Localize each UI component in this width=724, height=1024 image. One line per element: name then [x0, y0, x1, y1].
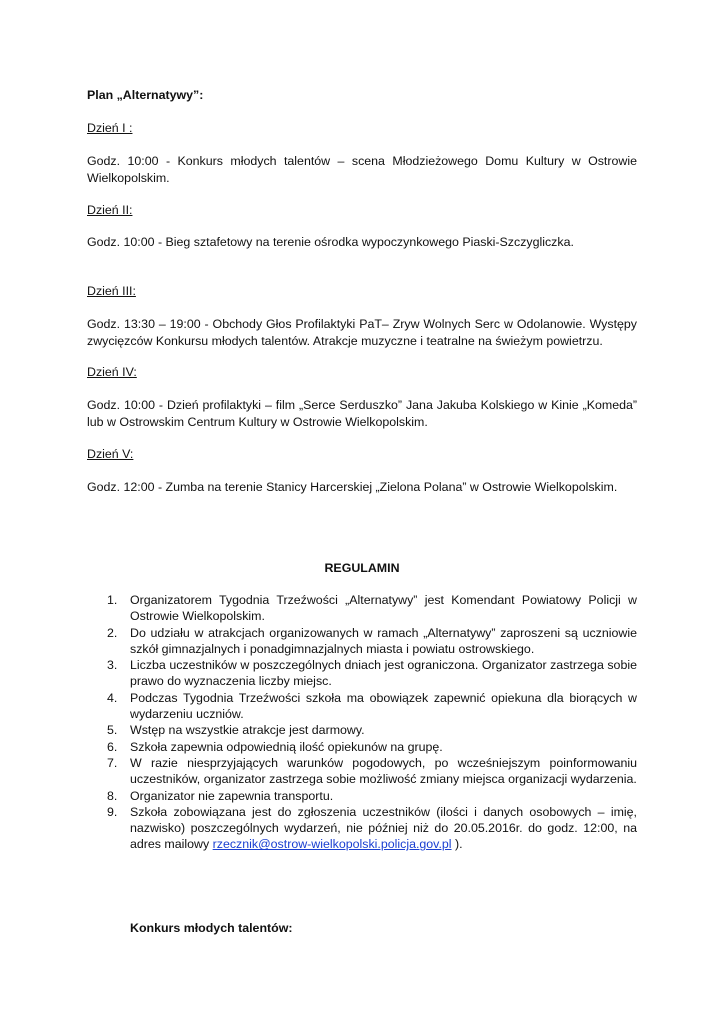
regulamin-item [87, 788, 637, 804]
regulamin-item [87, 592, 637, 625]
item-text: Organizatorem Tygodnia Trzeźwości „Alternatywy” jest Komendant Powiatowy Policji w Ostrowie Wielkopolskim. [130, 593, 637, 624]
konkurs-title: Konkurs młodych talentów: [130, 921, 293, 935]
item-number: 2. [107, 625, 118, 640]
regulamin-item [87, 625, 637, 658]
day-2-heading: Dzień II: [87, 203, 133, 217]
item-text: Do udziału w atrakcjach organizowanych w ramach „Alternatywy” zaproszeni są uczniowie szkół gimnazjalnych i ponadgimnazjalnych miasta i powiatu ostrowskiego. [130, 625, 637, 656]
item-number: 8. [107, 788, 118, 803]
item-text: Liczba uczestników w poszczególnych dniach jest ograniczona. Organizator zastrzega sobie prawo do wyznaczenia liczby miejsc. [130, 658, 637, 689]
regulamin-item [87, 804, 637, 853]
item-number: 4. [107, 690, 118, 705]
day-3-text: Godz. 13:30 – 19:00 - Obchody Głos Profilaktyki PaT– Zryw Wolnych Serc w Odolanowie. Występy zwycięzców Konkursu młodych talentów. Atrakcje muzyczne i teatralne na świeżym powietrzu. [87, 317, 637, 348]
item-text: Wstęp na wszystkie atrakcje jest darmowy. [130, 723, 365, 738]
item-number: 3. [107, 658, 118, 673]
item-number: 7. [107, 755, 118, 770]
item-text: Organizator nie zapewnia transportu. [130, 788, 334, 803]
day-2-text: Godz. 10:00 - Bieg sztafetowy na terenie ośrodka wypoczynkowego Piaski-Szczygliczka. [87, 235, 574, 249]
item-number: 9. [107, 804, 118, 819]
regulamin-item [87, 755, 637, 788]
regulamin-item [87, 739, 637, 755]
regulamin-title: REGULAMIN [324, 561, 400, 575]
day-5-text: Godz. 12:00 - Zumba na terenie Stanicy Harcerskiej „Zielona Polana” w Ostrowie Wielkopolskim. [87, 480, 618, 494]
day-3-heading: Dzień III: [87, 284, 136, 298]
day-4-text: Godz. 10:00 - Dzień profilaktyki – film „Serce Serduszko” Jana Jakuba Kolskiego w Kinie „Komeda” lub w Ostrowskim Centrum Kultury w Ostrowie Wielkopolskim. [87, 398, 637, 429]
regulamin-list [87, 592, 637, 853]
item-text: Szkoła zapewnia odpowiednią ilość opiekunów na grupę. [130, 739, 443, 754]
item-number: 1. [107, 593, 118, 607]
item-number: 6. [107, 739, 118, 754]
plan-title: Plan „Alternatywy”: [87, 88, 204, 102]
day-1-text: Godz. 10:00 - Konkurs młodych talentów – scena Młodzieżowego Domu Kultury w Ostrowie Wielkopolskim. [87, 154, 637, 185]
item-text-end: ). [451, 837, 463, 852]
regulamin-item [87, 657, 637, 690]
day-5-heading: Dzień V: [87, 447, 134, 461]
item-number: 5. [107, 723, 118, 738]
item-text: Szkoła zobowiązana jest do zgłoszenia uczestników (ilości i danych osobowych – imię, nazwisko) poszczególnych wydarzeń, nie później niż do 20.05.2016r. do godz. 12:00, na adres mailowy [130, 804, 637, 852]
regulamin-item [87, 722, 637, 738]
item-text: W razie niesprzyjających warunków pogodowych, po wcześniejszym poinformowaniu uczestników, organizator zastrzega sobie możliwość zmiany miejsca organizacji wydarzenia. [130, 755, 637, 787]
email-link[interactable]: rzecznik@ostrow-wielkopolski.policja.gov.pl [212, 837, 452, 852]
day-1-heading: Dzień I : [87, 121, 133, 135]
item-text: Podczas Tygodnia Trzeźwości szkoła ma obowiązek zapewnić opiekuna dla biorących w wydarzeniu uczniów. [130, 690, 637, 722]
day-4-heading: Dzień IV: [87, 365, 137, 379]
regulamin-item [87, 690, 637, 723]
